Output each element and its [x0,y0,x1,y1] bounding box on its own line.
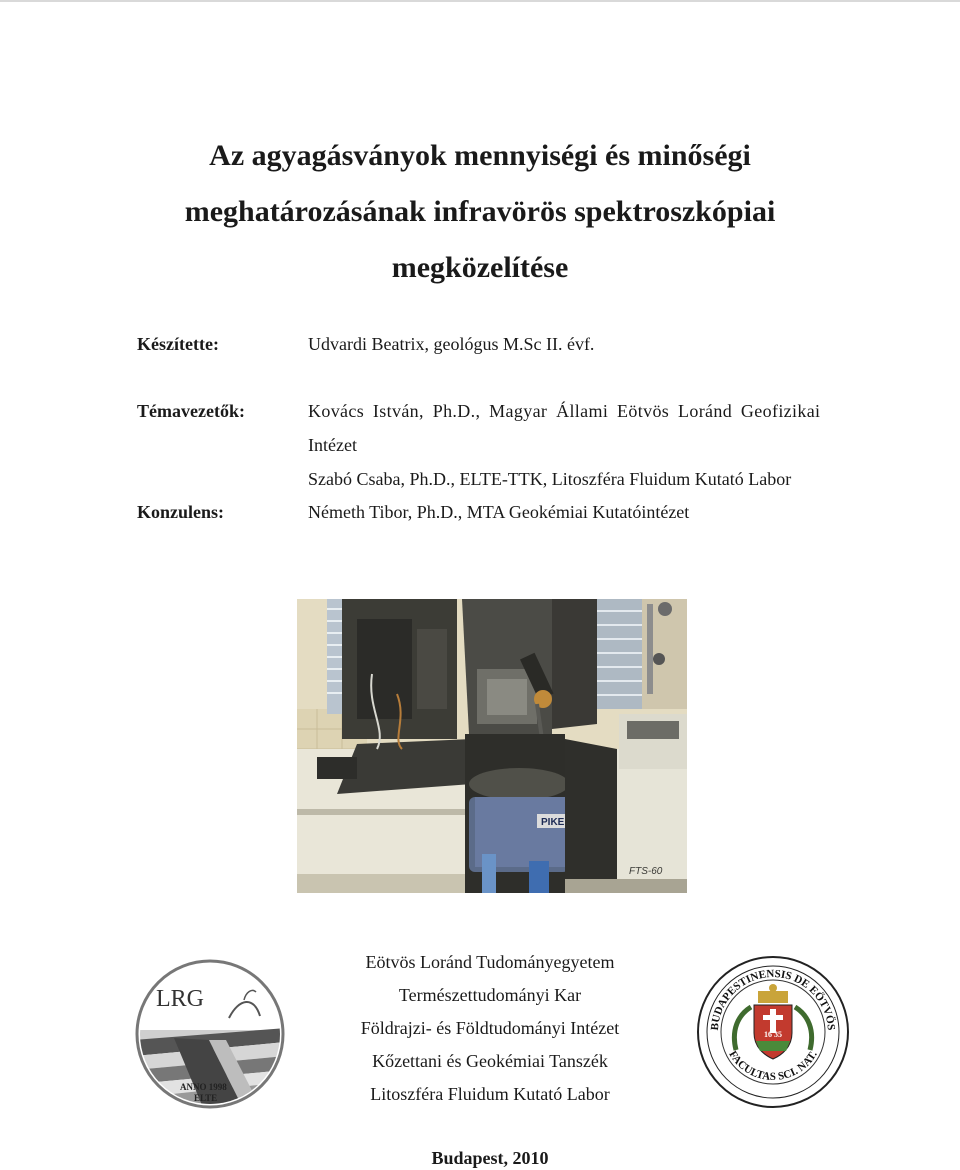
consultant-value: Németh Tibor, Ph.D., MTA Geokémiai Kutatóintézet [308,502,690,522]
spectrometer-photo [297,599,687,893]
place-date: Budapest, 2010 [431,1148,549,1168]
university-block [330,946,650,1111]
supervisor-1-line-1: Kovács István, Ph.D., Magyar Állami Eötvös Loránd Geofizikai [308,401,821,421]
supervisor-1-line-2: Intézet [308,435,357,455]
elte-seal-image [696,955,850,1109]
university-line-3: Földrajzi- és Földtudományi Intézet [360,1018,620,1038]
consultant-label: Konzulens: [137,502,225,522]
lrg-anno: ANNO 1998 [180,1082,227,1092]
prepared-by-label: Készítette: [137,334,219,354]
title-line-1: Az agyagásványok mennyiségi és minőségi [209,139,751,172]
fts-label: FTS-60 [629,866,663,877]
seal-ring-top: BUDAPESTINENSIS DE EÖTVÖS [708,967,838,1031]
lrg-logo [134,958,286,1110]
thesis-title [0,128,960,296]
top-border-line [0,0,960,2]
seal-ring-bottom: FACULTAS SCI. NAT. [726,1048,820,1083]
supervisor-2: Szabó Csaba, Ph.D., ELTE-TTK, Litoszféra Fluidum Kutató Labor [308,469,792,489]
lrg-letters: LRG [156,986,204,1012]
title-line-2: meghatározásának infravörös spektroszkópiai [184,195,776,228]
lrg-logo-image [134,958,286,1110]
elte-seal [696,955,850,1109]
spectrometer-illustration [297,599,687,893]
university-line-1: Eötvös Loránd Tudományegyetem [365,952,615,972]
university-line-4: Kőzettani és Geokémiai Tanszék [372,1051,608,1071]
seal-year: 16 35 [764,1030,782,1039]
lrg-elte: ELTE [194,1093,218,1103]
pike-label: PIKE [541,817,565,828]
supervisors-label: Témavezetők: [137,401,245,421]
university-line-2: Természettudományi Kar [398,985,582,1005]
university-line-5: Litoszféra Fluidum Kutató Labor [370,1084,610,1104]
title-line-3: megközelítése [391,251,569,284]
prepared-by-value: Udvardi Beatrix, geológus M.Sc II. évf. [308,334,595,354]
